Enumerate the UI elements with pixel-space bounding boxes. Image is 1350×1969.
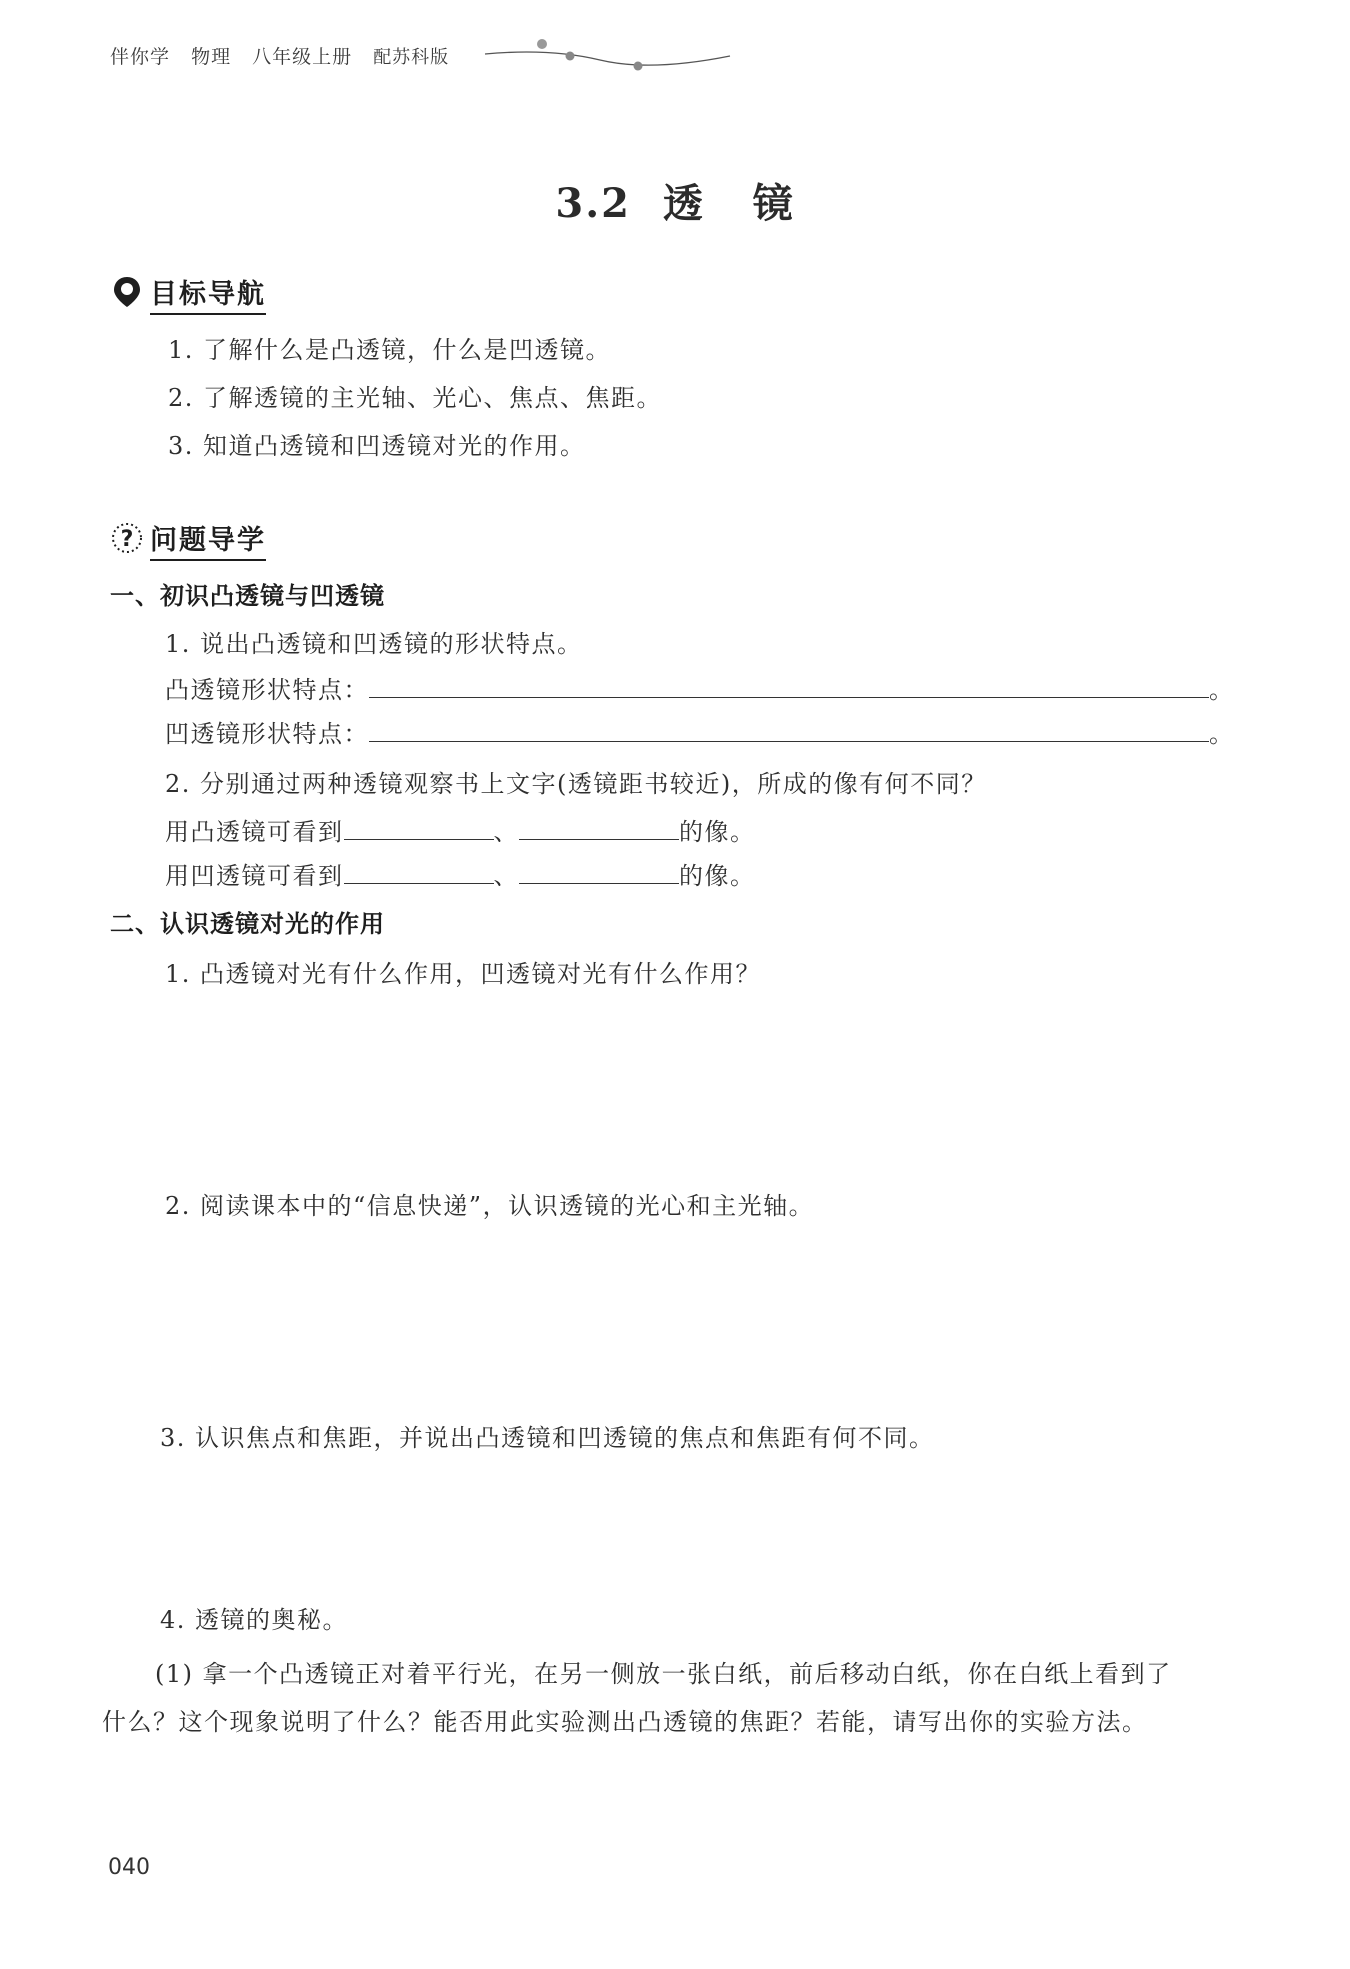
goals-heading: [112, 272, 266, 311]
concave-shape-blank[interactable]: [369, 719, 1209, 742]
concave-see-row: [165, 856, 756, 891]
convex-shape-label: 凸透镜形状特点：: [165, 676, 369, 704]
page-title: 3.2 透 镜: [555, 180, 795, 227]
part2-question-3: 3. 认识焦点和焦距，并说出凸透镜和凹透镜的焦点和焦距有何不同。: [160, 1424, 935, 1452]
convex-shape-period: 。: [1209, 676, 1235, 704]
convex-shape-blank[interactable]: [369, 675, 1209, 698]
concave-see-suffix: 的像。: [679, 862, 756, 890]
part2-question-4: 4. 透镜的奥秘。: [160, 1606, 349, 1634]
subject-name: 物理: [191, 46, 232, 68]
concave-see-label: 用凹透镜可看到: [165, 862, 344, 890]
header-wave-decoration: [480, 30, 740, 80]
series-name: 伴你学: [110, 46, 171, 68]
convex-shape-row: [165, 670, 1235, 705]
goal-item-2: 2. 了解透镜的主光轴、光心、焦点、焦距。: [168, 384, 663, 412]
concave-shape-label: 凹透镜形状特点：: [165, 720, 369, 748]
part1-heading: 一、初识凸透镜与凹透镜: [110, 582, 385, 610]
goal-item-1: 1. 了解什么是凸透镜，什么是凹透镜。: [168, 336, 612, 364]
convex-see-row: [165, 812, 756, 847]
part2-question-2: 2. 阅读课本中的“信息快递”，认识透镜的光心和主光轴。: [165, 1192, 815, 1220]
part2-question-4-1-line1: (1) 拿一个凸透镜正对着平行光，在另一侧放一张白纸，前后移动白纸，你在白纸上看到了: [155, 1660, 1172, 1688]
part2-heading: 二、认识透镜对光的作用: [110, 910, 385, 938]
location-pin-icon: [112, 275, 142, 309]
question-mark-icon: [110, 521, 144, 555]
convex-see-blank-2[interactable]: [519, 817, 679, 840]
part2-question-1: 1. 凸透镜对光有什么作用，凹透镜对光有什么作用？: [165, 960, 762, 988]
convex-see-sep: 、: [493, 818, 519, 846]
convex-see-label: 用凸透镜可看到: [165, 818, 344, 846]
page-number: 040: [108, 1855, 150, 1880]
edition-name: 配苏科版: [373, 47, 450, 68]
part1-question-1: 1. 说出凸透镜和凹透镜的形状特点。: [165, 630, 583, 658]
questions-heading: [110, 518, 266, 557]
part1-question-2: 2. 分别通过两种透镜观察书上文字(透镜距书较近)，所成的像有何不同？: [165, 770, 987, 798]
running-header: [110, 42, 463, 69]
svg-text:?: ?: [120, 527, 134, 552]
concave-see-blank-1[interactable]: [344, 861, 494, 884]
convex-see-blank-1[interactable]: [344, 817, 494, 840]
part2-question-4-1-line2: 什么？这个现象说明了什么？能否用此实验测出凸透镜的焦距？若能，请写出你的实验方法。: [102, 1708, 1148, 1736]
questions-heading-text: 问题导学: [150, 525, 266, 561]
goal-item-3: 3. 知道凸透镜和凹透镜对光的作用。: [168, 432, 586, 460]
concave-see-sep: 、: [493, 862, 519, 890]
grade-name: 八年级上册: [252, 46, 353, 68]
concave-shape-row: [165, 714, 1235, 749]
concave-shape-period: 。: [1209, 720, 1235, 748]
concave-see-blank-2[interactable]: [519, 861, 679, 884]
goals-heading-text: 目标导航: [150, 279, 266, 315]
convex-see-suffix: 的像。: [679, 818, 756, 846]
